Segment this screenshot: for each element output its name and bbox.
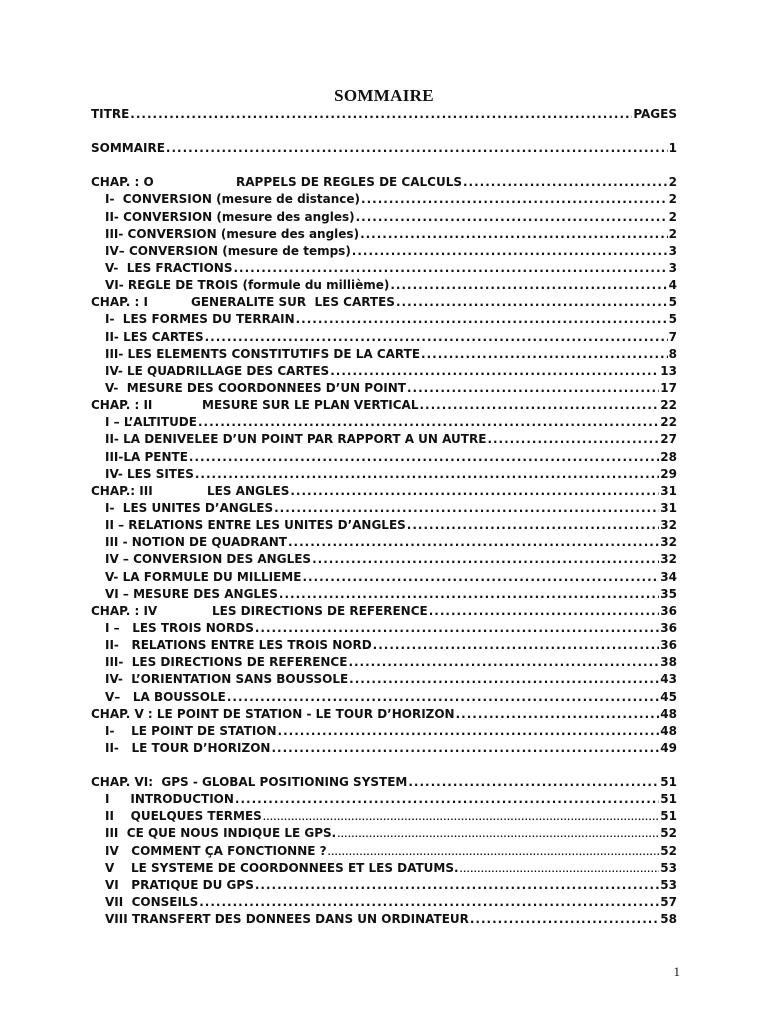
toc-entry-page: 3 xyxy=(668,243,677,258)
dot-leader xyxy=(349,672,659,686)
toc-entry-page: 49 xyxy=(660,740,677,755)
toc-entry-label: VI- xyxy=(105,278,124,293)
toc-entry-label: CHAP. VI: xyxy=(91,775,154,790)
toc-entry-title: CONSEILS xyxy=(123,895,199,910)
toc-entry-label: V- xyxy=(105,569,119,584)
dot-leader xyxy=(312,552,659,566)
toc-entry-title: RELATIONS ENTRE LES UNITES D’ANGLES xyxy=(124,518,406,533)
toc-entry xyxy=(91,570,677,587)
toc-header-right: PAGES xyxy=(633,107,677,121)
toc-entry-title: LE TOUR D’HORIZON xyxy=(118,740,271,755)
toc-entry-page: 48 xyxy=(660,723,677,738)
toc-entry xyxy=(91,244,677,261)
toc-entry-page: 48 xyxy=(660,706,677,721)
dot-leader xyxy=(396,295,668,309)
toc-entry-page: 57 xyxy=(660,895,677,910)
toc-entry xyxy=(91,809,677,826)
toc-entry-page: 5 xyxy=(668,295,677,310)
toc-entry-label: VI xyxy=(105,877,119,892)
toc-entry-page: 31 xyxy=(660,483,677,498)
toc-entry-label: CHAP. : I xyxy=(91,295,148,310)
dot-leader xyxy=(271,741,659,755)
toc-entry xyxy=(91,450,677,467)
toc-entry-title: LES DIRECTIONS DE REFERENCE xyxy=(212,603,428,618)
toc-entry xyxy=(91,330,677,347)
toc-entry-page: 2 xyxy=(668,175,677,190)
toc-entry-page: 29 xyxy=(660,466,677,481)
toc-entry-title: PRATIQUE DU GPS xyxy=(118,877,254,892)
dot-leader xyxy=(130,107,632,121)
toc-entry xyxy=(91,724,677,741)
toc-entry-page: 53 xyxy=(660,877,677,892)
dot-leader xyxy=(227,690,659,704)
toc-entry-label: II- xyxy=(105,740,119,755)
toc-entry-title: MESURE DES COORDONNEES D’UN POINT xyxy=(118,380,406,395)
dot-leader xyxy=(166,141,668,155)
toc-entry-page: 22 xyxy=(660,398,677,413)
toc-entry xyxy=(91,707,677,724)
toc-entry xyxy=(91,878,677,895)
toc-entry-label: I – xyxy=(105,620,120,635)
toc-entry-label: IV – xyxy=(105,552,129,567)
toc-entry-label: II- xyxy=(105,638,119,653)
dot-leader xyxy=(255,621,659,635)
toc-entry-page: 13 xyxy=(660,363,677,378)
toc-entry xyxy=(91,347,677,364)
toc-entry-page: 2 xyxy=(668,226,677,241)
toc-entry-label: IV- xyxy=(105,363,123,378)
page-title: SOMMAIRE xyxy=(334,86,434,105)
dot-leader xyxy=(408,775,659,789)
toc-entry-label: CHAP. : O xyxy=(91,175,154,190)
dot-leader xyxy=(199,895,659,909)
toc-entry-label: I – xyxy=(105,415,120,430)
toc-entry-title: MESURE SUR LE PLAN VERTICAL xyxy=(202,398,419,413)
toc-entry xyxy=(91,912,677,929)
toc-entry-page: 28 xyxy=(660,449,677,464)
toc-entry xyxy=(91,261,677,278)
toc-entry-label: I- xyxy=(105,312,115,327)
toc-header-row xyxy=(91,107,677,124)
toc-entry-page: 51 xyxy=(660,775,677,790)
toc-entry-page: 32 xyxy=(660,518,677,533)
toc-entry xyxy=(91,690,677,707)
toc-entry-page: 2 xyxy=(668,209,677,224)
toc-entry xyxy=(91,192,677,209)
toc-entry-title: CONVERSION (mesure des angles) xyxy=(123,226,360,241)
toc-entry-page: 38 xyxy=(660,655,677,670)
toc-entry xyxy=(91,432,677,449)
toc-entry-label: I- xyxy=(105,723,115,738)
dot-leader xyxy=(360,227,668,241)
toc-entry-label: III- xyxy=(105,655,124,670)
toc-entry-page: 32 xyxy=(660,535,677,550)
toc-entry-label: III- xyxy=(105,346,124,361)
toc-entry xyxy=(91,826,677,843)
toc-entry-title: CONVERSION (mesure de temps) xyxy=(124,243,351,258)
toc-entry-title: CONVERSION (mesure des angles) xyxy=(118,209,355,224)
toc-entry-page: 58 xyxy=(660,912,677,927)
toc-entry-title: CE QUE NOUS INDIQUE LE GPS. xyxy=(118,826,337,841)
dot-leader xyxy=(390,278,667,292)
toc-entry-title: L’ALTITUDE xyxy=(119,415,197,430)
toc-entry xyxy=(91,741,677,758)
toc-entry-label: CHAP.: III xyxy=(91,483,153,498)
toc-entry-label: VIII xyxy=(105,912,128,927)
dot-leader xyxy=(429,604,660,618)
toc-entry-page: 8 xyxy=(668,346,677,361)
dot-leader xyxy=(255,878,659,892)
toc-entry-page: 27 xyxy=(660,432,677,447)
toc-entry-label: I- xyxy=(105,192,115,207)
dot-leader xyxy=(278,724,660,738)
toc-entry-label: VI – xyxy=(105,586,129,601)
toc-entry xyxy=(91,775,677,792)
toc-entry-label: IV- xyxy=(105,466,123,481)
toc-entry-title: CONVERSION (mesure de distance) xyxy=(114,192,361,207)
toc-entry xyxy=(91,210,677,227)
toc-entry xyxy=(91,518,677,535)
toc-entry-page: 3 xyxy=(668,260,677,275)
toc-entry-label: II- xyxy=(105,209,119,224)
dot-leader xyxy=(235,792,659,806)
toc-entry-title: COMMENT ÇA FONCTIONNE ? xyxy=(118,843,327,858)
toc-entry-title: QUELQUES TERMES xyxy=(113,809,262,824)
dot-leader xyxy=(330,364,659,378)
toc-entry-page: 52 xyxy=(660,843,677,858)
toc-entry-label: V xyxy=(105,860,115,875)
toc-entry-label: II- xyxy=(105,329,119,344)
toc-entry-label: IV– xyxy=(105,243,125,258)
toc-entry-title: LE POINT DE STATION - LE TOUR D’HORIZON xyxy=(152,706,455,721)
toc-entry xyxy=(91,278,677,295)
toc-entry-page: 2 xyxy=(668,192,677,207)
toc-entry-label: II- xyxy=(105,432,119,447)
toc-entry xyxy=(91,398,677,415)
dot-leader xyxy=(420,398,660,412)
dot-leader xyxy=(302,570,659,584)
toc-entry-label: I xyxy=(105,792,110,807)
toc-entry xyxy=(91,312,677,329)
toc-entry-title: LES ANGLES xyxy=(207,483,290,498)
toc-entry-page: 5 xyxy=(668,312,677,327)
toc-entry xyxy=(91,672,677,689)
toc-entry xyxy=(91,587,677,604)
toc-entry-label: CHAP. : II xyxy=(91,398,153,413)
toc-entry-title: LES SITES xyxy=(122,466,194,481)
dot-leader xyxy=(189,450,659,464)
toc-entry-label: IV xyxy=(105,843,119,858)
toc-entry xyxy=(91,655,677,672)
toc-entry-title: LES CARTES xyxy=(118,329,204,344)
dot-leader xyxy=(456,707,660,721)
toc-entry-page: 51 xyxy=(660,792,677,807)
toc-entry xyxy=(91,484,677,501)
toc-entry xyxy=(91,415,677,432)
dot-leader xyxy=(373,638,660,652)
toc-entry-label: II – xyxy=(105,518,125,533)
toc-entry-label: VII xyxy=(105,895,124,910)
toc-entry xyxy=(91,501,677,518)
toc-entry xyxy=(91,861,677,878)
dot-leader xyxy=(460,865,660,874)
toc-entry-title: LES TROIS NORDS xyxy=(119,620,254,635)
toc-entry xyxy=(91,638,677,655)
toc-entry xyxy=(91,364,677,381)
toc-entry-page: 34 xyxy=(660,569,677,584)
toc-entry-title: REGLE DE TROIS (formule du millième) xyxy=(123,278,390,293)
dot-leader xyxy=(263,813,659,822)
toc-entry-title: RELATIONS ENTRE LES TROIS NORD xyxy=(118,638,372,653)
dot-leader xyxy=(361,192,668,206)
toc-entry-label: III- xyxy=(105,449,124,464)
toc-entry xyxy=(91,552,677,569)
toc-entry-title: CONVERSION DES ANGLES xyxy=(128,552,312,567)
toc-entry xyxy=(91,535,677,552)
dot-leader xyxy=(290,484,659,498)
toc-entry-label: V– xyxy=(105,689,121,704)
toc-entry-label: CHAP. : IV xyxy=(91,603,158,618)
toc-entry-label: II xyxy=(105,809,114,824)
dot-leader xyxy=(195,467,659,481)
dot-leader xyxy=(205,330,668,344)
toc-entry xyxy=(91,792,677,809)
toc-entry-page: 52 xyxy=(660,826,677,841)
toc-entry-title: LA DENIVELEE D’UN POINT PAR RAPPORT A UN AUTRE xyxy=(118,432,487,447)
dot-leader xyxy=(198,415,659,429)
toc-entry-title: LA PENTE xyxy=(123,449,188,464)
toc-entry xyxy=(91,295,677,312)
toc-entry-page: 35 xyxy=(660,586,677,601)
toc-entry-title: LE POINT DE STATION xyxy=(114,723,277,738)
toc-entry-title: RAPPELS DE REGLES DE CALCULS xyxy=(236,175,462,190)
toc-entry-page: 31 xyxy=(660,500,677,515)
toc-entry-title: L’ORIENTATION SANS BOUSSOLE xyxy=(122,672,349,687)
toc-entry-page: 4 xyxy=(668,278,677,293)
dot-leader xyxy=(407,518,660,532)
toc-entry-page: 36 xyxy=(660,603,677,618)
toc-entry xyxy=(91,227,677,244)
page-number: 1 xyxy=(673,964,680,979)
toc-entry-label: IV- xyxy=(105,672,123,687)
toc-entry-page: 51 xyxy=(660,809,677,824)
toc-entry-label: I- xyxy=(105,500,115,515)
table-of-contents xyxy=(91,107,677,929)
dot-leader xyxy=(234,261,668,275)
toc-entry-title: MESURE DES ANGLES xyxy=(128,586,278,601)
toc-entry-title: LES ELEMENTS CONSTITUTIFS DE LA CARTE xyxy=(123,346,421,361)
toc-entry-title: LE QUADRILLAGE DES CARTES xyxy=(122,363,330,378)
toc-entry-title: LES FORMES DU TERRAIN xyxy=(114,312,295,327)
toc-entry-title: LA FORMULE DU MILLIEME xyxy=(118,569,302,584)
toc-entry-title: TRANSFERT DES DONNEES DANS UN ORDINATEUR xyxy=(127,912,469,927)
dot-leader xyxy=(274,501,659,515)
toc-entry xyxy=(91,381,677,398)
dot-leader xyxy=(421,347,668,361)
toc-entry-title: LES UNITES D’ANGLES xyxy=(114,500,274,515)
toc-entry-title: LE SYSTEME DE COORDONNEES ET LES DATUMS. xyxy=(114,860,459,875)
toc-entry-page: 43 xyxy=(660,672,677,687)
dot-leader xyxy=(348,655,659,669)
dot-leader xyxy=(356,210,668,224)
toc-entry xyxy=(91,604,677,621)
dot-leader xyxy=(470,912,659,926)
toc-entry-title: LES FRACTIONS xyxy=(118,260,233,275)
toc-entry xyxy=(91,844,677,861)
toc-entry-page: 45 xyxy=(660,689,677,704)
dot-leader xyxy=(279,587,659,601)
toc-header-left: TITRE xyxy=(91,107,130,121)
toc-entry xyxy=(91,141,677,158)
toc-entry-title: NOTION DE QUADRANT xyxy=(127,535,287,550)
dot-leader xyxy=(337,830,659,839)
toc-entry-label: V- xyxy=(105,380,119,395)
toc-entry-label: III- xyxy=(105,226,124,241)
toc-entry-label: V- xyxy=(105,260,119,275)
toc-entry-page: 36 xyxy=(660,620,677,635)
dot-leader xyxy=(487,432,659,446)
dot-leader xyxy=(296,312,668,326)
toc-entry-page: 1 xyxy=(668,141,677,156)
toc-entry-label: III - xyxy=(105,535,128,550)
toc-entry-page: 7 xyxy=(668,329,677,344)
toc-entry-page: 32 xyxy=(660,552,677,567)
toc-entry-page: 36 xyxy=(660,638,677,653)
toc-entry-title: INTRODUCTION xyxy=(109,792,234,807)
toc-entry xyxy=(91,175,677,192)
toc-entry-title: LES DIRECTIONS DE REFERENCE xyxy=(123,655,348,670)
toc-entry-title: GPS - GLOBAL POSITIONING SYSTEM xyxy=(153,775,408,790)
toc-entry-page: 17 xyxy=(660,380,677,395)
toc-entry-label: III xyxy=(105,826,119,841)
toc-entry-title: LA BOUSSOLE xyxy=(120,689,226,704)
toc-entry-label: SOMMAIRE xyxy=(91,141,165,156)
toc-entry-label: CHAP. V : xyxy=(91,706,153,721)
toc-entry-page: 53 xyxy=(660,860,677,875)
dot-leader xyxy=(328,848,660,857)
toc-entry xyxy=(91,467,677,484)
toc-entry xyxy=(91,895,677,912)
toc-entry-page: 22 xyxy=(660,415,677,430)
dot-leader xyxy=(352,244,668,258)
toc-entry-title: GENERALITE SUR LES CARTES xyxy=(191,295,395,310)
dot-leader xyxy=(288,535,659,549)
dot-leader xyxy=(407,381,659,395)
dot-leader xyxy=(463,175,668,189)
toc-entry xyxy=(91,621,677,638)
